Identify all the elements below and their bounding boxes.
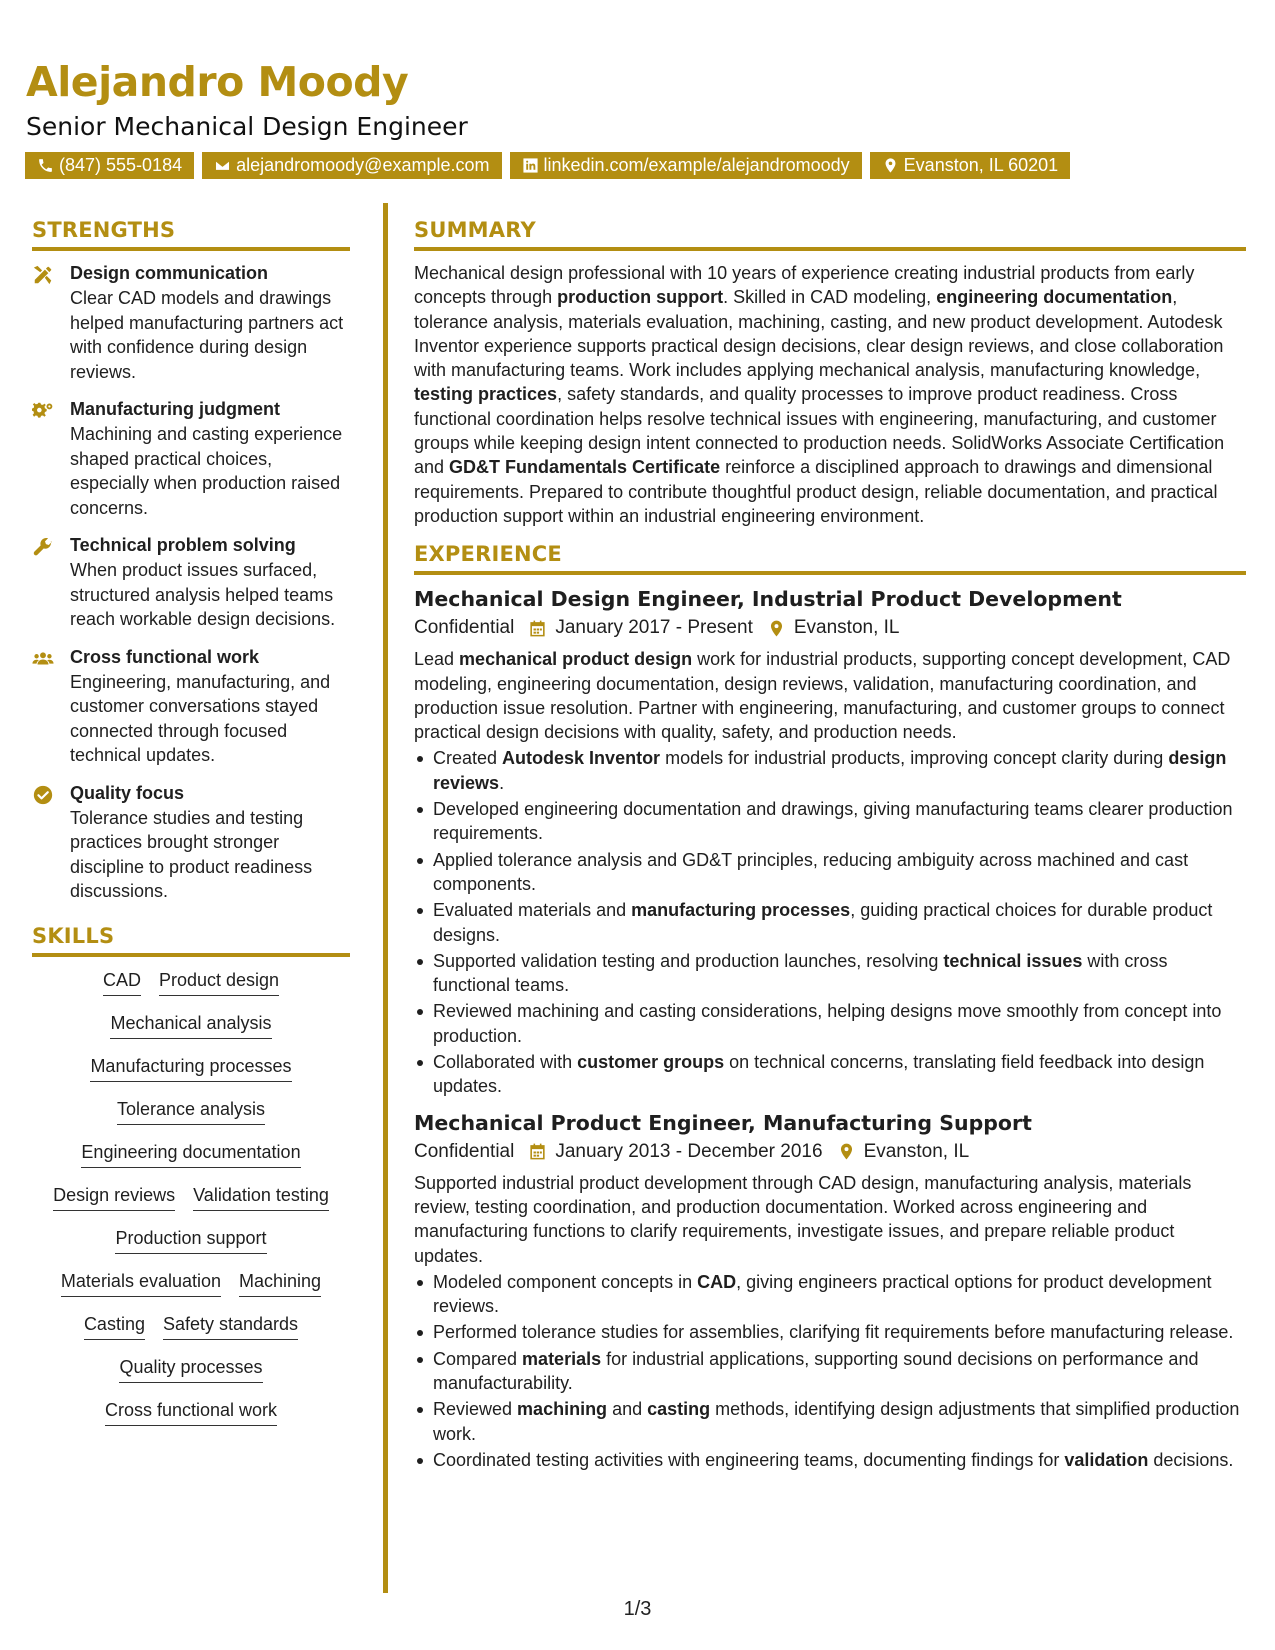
skill-tag: Engineering documentation (81, 1141, 300, 1168)
strength-text: Engineering, manufacturing, and customer conversations stayed connected through focused technical updates. (70, 671, 331, 765)
location-text: Evanston, IL 60201 (903, 155, 1059, 175)
bold-text: engineering documentation (936, 287, 1173, 308)
job-title: Mechanical Design Engineer, Industrial Product Development (414, 587, 1122, 612)
list-item (414, 1270, 1246, 1319)
job-location: Evanston, IL (863, 1140, 970, 1162)
job-dates: January 2013 - December 2016 (555, 1140, 823, 1162)
job-description (414, 1171, 1246, 1268)
skills-row (32, 1227, 350, 1254)
pencil-ruler-icon (32, 264, 54, 286)
text-run: , giving engineers practical options for product development reviews. (433, 1271, 1212, 1317)
skill-tag: Casting (84, 1313, 145, 1340)
strength-item (32, 533, 350, 632)
skills-row (32, 1270, 350, 1297)
phone-text: (847) 555-0184 (59, 155, 183, 175)
bold-text: CAD (697, 1271, 737, 1292)
text-run: decisions. (1148, 1449, 1234, 1470)
job-bullets (414, 1270, 1246, 1472)
skill-tag: Mechanical analysis (110, 1012, 271, 1039)
skills-heading: SKILLS (32, 924, 350, 957)
left-column (32, 218, 350, 1442)
list-item (414, 949, 1246, 998)
strength-heading: Design communication (70, 263, 269, 283)
skill-tag: Design reviews (53, 1184, 175, 1211)
bold-text: Autodesk Inventor (502, 748, 661, 769)
bold-text: casting (647, 1399, 711, 1420)
skills-list (32, 969, 350, 1426)
text-run: and (607, 1399, 648, 1420)
linkedin-text: linkedin.com/example/alejandromoody (543, 155, 850, 175)
list-item (414, 797, 1246, 846)
text-run: , safety standards, and quality processes to improve product readiness. Cross functional coordination helps resolve technical issues with engineering, manufacturing, and customer groups while keeping design intent connected to production needs. SolidWorks Associate Certification and (414, 384, 1225, 478)
skill-tag: Production support (115, 1227, 266, 1254)
phone-icon (37, 157, 54, 174)
text-run: Collaborated with (433, 1052, 578, 1073)
job-bullets (414, 746, 1246, 1098)
text-run: Compared (433, 1348, 523, 1369)
strength-text: Machining and casting experience shaped practical choices, especially when production raised concerns. (70, 424, 343, 518)
linkedin-icon (522, 157, 539, 174)
text-run: methods, identifying design adjustments that simplified production work. (433, 1399, 1240, 1444)
email-chip[interactable] (202, 152, 501, 179)
summary-text (414, 261, 1246, 528)
text-run: . (499, 772, 505, 793)
skill-tag: Product design (159, 969, 279, 996)
text-run: Modeled component concepts in (433, 1271, 698, 1292)
text-run: Supported industrial product development through CAD design, manufacturing analysis, materials review, testing coordination, and production documentation. Worked across engineering and manufacturing functions to clarify requirements, investigate issues, and prepare reliable product updates. (414, 1172, 1192, 1266)
strength-text: When product issues surfaced, structured analysis helped teams reach workable design decisions. (70, 560, 336, 629)
strength-heading: Manufacturing judgment (70, 399, 280, 419)
skill-tag: Quality processes (119, 1356, 262, 1383)
skills-row (32, 1184, 350, 1211)
experience-heading: EXPERIENCE (414, 542, 1246, 575)
linkedin-chip[interactable] (510, 152, 862, 179)
strength-text: Tolerance studies and testing practices brought stronger discipline to product readiness discussions. (70, 807, 313, 901)
text-run: Created (433, 748, 503, 769)
page-number: 1/3 (623, 1598, 652, 1620)
column-divider (383, 203, 388, 1593)
candidate-name: Alejandro Moody (26, 58, 409, 106)
bold-text: testing practices (414, 384, 558, 405)
job-entry (414, 1109, 1246, 1473)
right-column (414, 218, 1246, 1482)
text-run: for industrial applications, supporting sound decisions on performance and manufacturability. (433, 1348, 1199, 1393)
bold-text: manufacturing processes (631, 900, 851, 921)
bold-text: materials (522, 1348, 602, 1369)
bold-text: technical issues (943, 950, 1083, 971)
skill-tag: Safety standards (163, 1313, 298, 1340)
email-text: alejandromoody@example.com (236, 155, 490, 175)
text-run: Reviewed machining and casting considerations, helping designs move smoothly from concept into production. (433, 1001, 1222, 1046)
skills-row (32, 1356, 350, 1383)
text-run: Supported validation testing and production launches, resolving (433, 950, 944, 971)
text-run: Mechanical design professional with 10 years of experience creating industrial products from early concepts through (414, 263, 1195, 308)
location-pin-icon (767, 619, 786, 638)
skill-tag: Materials evaluation (61, 1270, 221, 1297)
strength-heading: Technical problem solving (70, 535, 296, 555)
text-run: on technical concerns, translating field feedback into design updates. (433, 1052, 1205, 1097)
strength-text: Clear CAD models and drawings helped manufacturing partners act with confidence during design reviews. (70, 288, 344, 382)
location-pin-icon (837, 1142, 856, 1161)
job-location: Evanston, IL (793, 617, 900, 639)
location-chip (870, 152, 1070, 179)
phone-chip[interactable] (25, 152, 194, 179)
wrench-icon (32, 536, 54, 558)
bold-text: design reviews (433, 748, 1227, 793)
list-item (414, 1320, 1246, 1344)
list-item (414, 848, 1246, 897)
bold-text: machining (517, 1399, 608, 1420)
text-run: reinforce a disciplined approach to drawings and dimensional requirements. Prepared to contribute thoughtful product design, reliable documentation, and practical production support within an industrial engineering environment. (414, 457, 1218, 526)
strength-item (32, 781, 350, 904)
text-run: Performed tolerance studies for assemblies, clarifying fit requirements before manufacturing release. (433, 1322, 1234, 1343)
strength-heading: Quality focus (70, 782, 185, 803)
skills-row (32, 1141, 350, 1168)
skill-tag: CAD (103, 969, 141, 996)
text-run: . Skilled in CAD modeling, (723, 287, 937, 308)
skills-row (32, 1012, 350, 1039)
text-run: work for industrial products, supporting concept development, CAD modeling, engineering documentation, design reviews, validation, manufacturing coordination, and production issue resolution. Partner with engineering, manufacturing, and customer groups to connect practical design decisions with quality, safety, and production needs. (414, 649, 1231, 743)
job-meta (414, 1137, 1246, 1167)
skills-row (32, 969, 350, 996)
skill-tag: Machining (239, 1270, 321, 1297)
skills-row (32, 1055, 350, 1082)
check-circle-icon (32, 784, 54, 806)
candidate-title: Senior Mechanical Design Engineer (26, 112, 468, 141)
bold-text: validation (1064, 1449, 1149, 1470)
job-meta (414, 613, 1246, 643)
job-title: Mechanical Product Engineer, Manufacturing Support (414, 1110, 1032, 1135)
text-run: Lead (414, 649, 460, 670)
skill-tag: Validation testing (193, 1184, 329, 1211)
skills-row (32, 1399, 350, 1426)
strength-item (32, 397, 350, 520)
strength-item (32, 645, 350, 768)
calendar-icon (528, 1142, 547, 1161)
text-run: models for industrial products, improving concept clarity during (660, 748, 1169, 769)
summary-heading: SUMMARY (414, 218, 1246, 251)
job-entry (414, 585, 1246, 1098)
text-run: Reviewed (433, 1399, 518, 1420)
list-item (414, 999, 1246, 1048)
job-dates: January 2017 - Present (555, 617, 753, 639)
gears-icon (32, 400, 54, 422)
list-item (414, 898, 1246, 947)
skill-tag: Manufacturing processes (90, 1055, 291, 1082)
calendar-icon (528, 619, 547, 638)
skill-tag: Cross functional work (105, 1399, 277, 1426)
strength-item (32, 261, 350, 384)
skills-row (32, 1098, 350, 1125)
strengths-heading: STRENGTHS (32, 218, 350, 251)
skills-row (32, 1313, 350, 1340)
text-run: with cross functional teams. (433, 950, 1168, 996)
bold-text: mechanical product design (459, 649, 693, 670)
text-run: Applied tolerance analysis and GD&T principles, reducing ambiguity across machined and cast components. (433, 849, 1189, 894)
bold-text: production support (557, 287, 724, 308)
job-description (414, 647, 1246, 744)
list-item (414, 1347, 1246, 1396)
contact-bar (25, 152, 1078, 179)
text-run: Coordinated testing activities with engineering teams, documenting findings for (433, 1449, 1065, 1470)
strength-heading: Cross functional work (70, 646, 260, 667)
text-run: Evaluated materials and (433, 900, 632, 921)
experience-list (414, 585, 1246, 1472)
bold-text: GD&T Fundamentals Certificate (449, 457, 721, 478)
text-run: , guiding practical choices for durable product designs. (433, 900, 1213, 945)
list-item (414, 1397, 1246, 1446)
list-item (414, 1448, 1246, 1472)
job-company: Confidential (414, 1140, 515, 1162)
list-item (414, 746, 1246, 795)
job-company: Confidential (414, 617, 515, 639)
location-pin-icon (882, 157, 899, 174)
envelope-icon (214, 157, 231, 174)
text-run: , tolerance analysis, materials evaluation, machining, casting, and new product development. Autodesk Inventor experience supports practical design decisions, clear design reviews, and close collaboration with manufacturing teams. Work includes applying mechanical analysis, manufacturing knowledge, (414, 287, 1224, 381)
bold-text: customer groups (577, 1052, 725, 1073)
text-run: Developed engineering documentation and drawings, giving manufacturing teams clearer production requirements. (433, 799, 1233, 844)
list-item (414, 1050, 1246, 1099)
skill-tag: Tolerance analysis (117, 1098, 265, 1125)
users-icon (32, 648, 54, 670)
